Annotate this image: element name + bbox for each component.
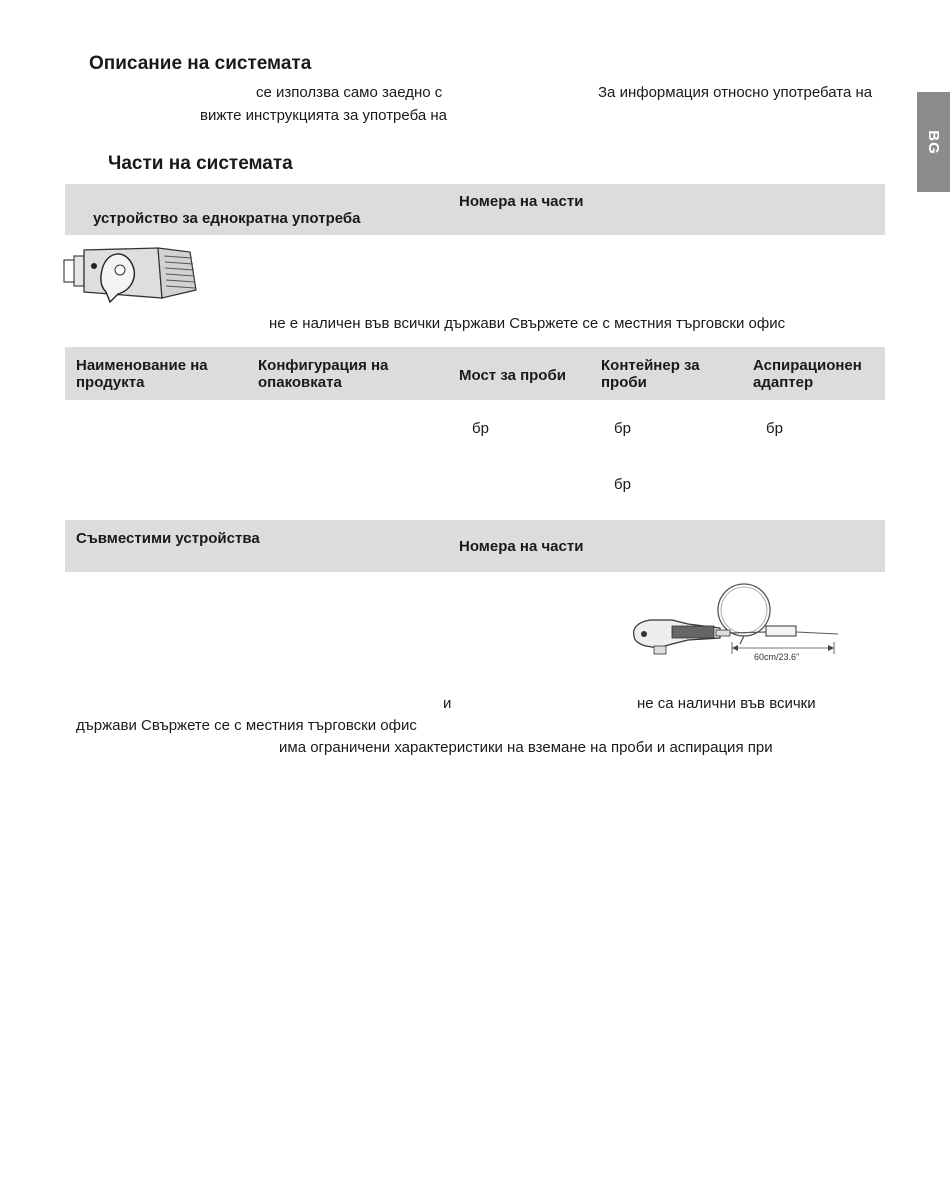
system-description-text-1a: се използва само заедно с: [256, 84, 443, 101]
handpiece-cable-image: [628, 578, 840, 660]
col-aspiration-adapter: Аспирационен адаптер: [753, 357, 862, 391]
compatible-part-numbers-column-header: Номера на части: [459, 538, 584, 555]
col-sample-container: Контейнер за проби: [601, 357, 700, 391]
language-tab: [917, 92, 950, 192]
system-description-heading: Описание на системата: [89, 53, 312, 74]
footer-note-1a: и: [443, 695, 452, 712]
system-description-text-2: вижте инструкцията за употреба на: [200, 107, 447, 124]
col-product-name: Наименование на продукта: [76, 357, 208, 391]
system-description-text-1b: За информация относно употребата на: [598, 84, 873, 101]
language-code: BG: [925, 129, 942, 155]
table-cell-r1-adapter: бр: [766, 420, 783, 437]
col-sample-bridge: Мост за проби: [459, 367, 566, 384]
footer-note-3: има ограничени характеристики на вземане на проби и аспирация при: [279, 739, 773, 756]
availability-note: не е наличен във всички държави Свържете се с местния търговски офис: [269, 315, 786, 332]
footer-note-2: държави Свържете се с местния търговски офис: [76, 717, 417, 734]
footer-note-1b: не са налични във всички: [637, 695, 816, 712]
cable-length-label: 60cm/23.6": [754, 652, 800, 660]
single-use-device-column-header: устройство за еднократна употреба: [93, 210, 361, 227]
single-use-device-image: [62, 242, 202, 304]
part-numbers-column-header: Номера на части: [459, 193, 584, 210]
table-cell-r1-bridge: бр: [472, 420, 489, 437]
table-cell-r2-container: бр: [614, 476, 631, 493]
system-parts-heading: Части на системата: [108, 153, 293, 174]
table-cell-r1-container: бр: [614, 420, 631, 437]
compatible-devices-column-header: Съвместими устройства: [76, 530, 260, 547]
col-package-config: Конфигурация на опаковката: [258, 357, 389, 391]
